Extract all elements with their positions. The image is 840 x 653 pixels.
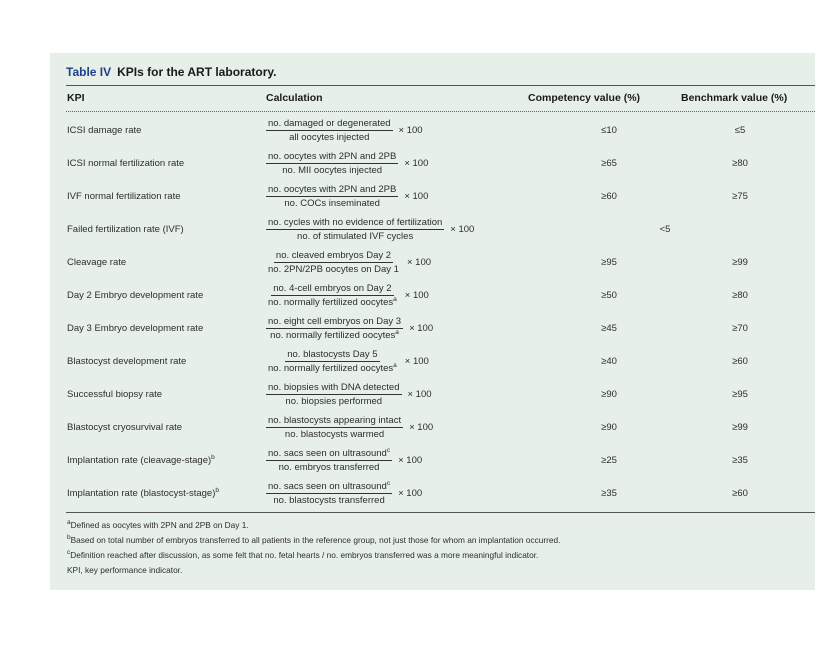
multiplier: × 100: [404, 290, 429, 301]
fraction-numerator: [266, 415, 403, 428]
calculation-cell: [266, 246, 431, 279]
fraction-numerator: [266, 481, 392, 494]
fraction-numerator: [285, 349, 379, 362]
multiplier: × 100: [407, 389, 432, 400]
fraction-denominator: [283, 428, 386, 440]
footnote: [67, 550, 538, 560]
denominator-footnote-mark: a: [393, 295, 397, 303]
fraction-denominator: [266, 263, 401, 275]
denominator-text: no. blastocysts warmed: [284, 429, 385, 440]
footnote-mark: b: [67, 534, 71, 542]
table-row: [50, 477, 815, 510]
fraction-denominator: [287, 131, 371, 143]
multiplier: × 100: [450, 224, 475, 235]
multiplier: × 100: [404, 356, 429, 367]
fraction: [266, 151, 398, 176]
fraction-denominator: [271, 494, 386, 506]
kpi-cell: [67, 323, 203, 334]
footnote: [67, 535, 560, 545]
kpi-label: ICSI normal fertilization rate: [67, 158, 185, 169]
competency-value: ≥90: [601, 389, 617, 400]
fraction-denominator: [282, 197, 382, 209]
kpi-footnote-mark: b: [211, 453, 215, 461]
benchmark-value: ≥75: [732, 191, 748, 202]
table-row: [50, 279, 815, 312]
multiplier: × 100: [409, 422, 434, 433]
footnote: [67, 565, 182, 575]
kpi-cell: [67, 224, 184, 235]
fraction: [266, 448, 392, 473]
multiplier: × 100: [404, 158, 429, 169]
fraction: [266, 382, 402, 407]
fraction-denominator: [266, 296, 399, 308]
denominator-text: no. normally fertilized oocytes: [270, 330, 396, 341]
kpi-cell: [67, 191, 181, 202]
fraction-denominator: [266, 362, 399, 374]
kpi-cell: [67, 488, 219, 499]
table-panel: [50, 53, 815, 590]
kpi-footnote-mark: b: [215, 486, 219, 494]
calculation-cell: [266, 345, 429, 378]
calculation-cell: [266, 147, 428, 180]
fraction-numerator: [266, 217, 444, 230]
fraction-numerator: [266, 382, 402, 395]
fraction-denominator: [283, 395, 384, 407]
header-kpi: KPI: [67, 92, 85, 104]
table-row: [50, 114, 815, 147]
competency-value: ≥90: [601, 422, 617, 433]
denominator-text: no. of stimulated IVF cycles: [297, 231, 414, 242]
fraction: [266, 481, 392, 506]
kpi-cell: [67, 422, 182, 433]
kpi-label: ICSI damage rate: [67, 125, 142, 136]
kpi-label: Cleavage rate: [67, 257, 127, 268]
denominator-text: no. blastocysts transferred: [273, 495, 385, 506]
numerator-text: no. blastocysts Day 5: [287, 349, 378, 360]
competency-value: ≥65: [601, 158, 617, 169]
footnote-text: KPI, key performance indicator.: [67, 565, 183, 575]
bottom-rule: [66, 512, 815, 513]
denominator-text: no. biopsies performed: [285, 396, 383, 407]
fraction-numerator: [271, 283, 393, 296]
denominator-text: no. normally fertilized oocytes: [268, 363, 394, 374]
multiplier: × 100: [398, 488, 423, 499]
footnote-text: Defined as oocytes with 2PN and 2PB on Day 1.: [70, 520, 249, 530]
benchmark-value: ≥99: [732, 422, 748, 433]
competency-value: ≤10: [601, 125, 617, 136]
multiplier: × 100: [406, 257, 432, 268]
benchmark-value: ≥60: [732, 356, 748, 367]
denominator-text: no. normally fertilized oocytes: [268, 297, 394, 308]
fraction: [266, 250, 401, 275]
kpi-label: Implantation rate (cleavage-stage): [67, 455, 212, 466]
competency-value: ≥35: [601, 488, 617, 499]
kpi-cell: [67, 158, 184, 169]
calculation-cell: [266, 378, 432, 411]
calculation-cell: [266, 444, 422, 477]
numerator-text: no. cycles with no evidence of fertilization: [268, 217, 443, 228]
calculation-cell: [266, 312, 433, 345]
competency-value: ≥45: [601, 323, 617, 334]
table-row: [50, 312, 815, 345]
kpi-cell: [67, 356, 186, 367]
kpi-label: Successful biopsy rate: [67, 389, 163, 400]
calculation-cell: [266, 411, 433, 444]
benchmark-value: ≥80: [732, 158, 748, 169]
fraction-numerator: [266, 448, 392, 461]
numerator-text: no. blastocysts appearing intact: [268, 415, 402, 426]
fraction: [266, 217, 444, 242]
kpi-label: Day 2 Embryo development rate: [67, 290, 204, 301]
kpi-cell: [67, 389, 162, 400]
numerator-text: no. 4-cell embryos on Day 2: [273, 283, 392, 294]
competency-value: ≥40: [601, 356, 617, 367]
header-calculation: Calculation: [266, 92, 323, 104]
fraction: [266, 118, 393, 143]
footnote-mark: a: [67, 519, 71, 527]
numerator-text: no. oocytes with 2PN and 2PB: [268, 151, 397, 162]
table-row: [50, 345, 815, 378]
footnote: [67, 520, 249, 530]
competency-value: ≥50: [601, 290, 617, 301]
numerator-text: no. biopsies with DNA detected: [268, 382, 400, 393]
calculation-cell: [266, 279, 429, 312]
kpi-label: IVF normal fertilization rate: [67, 191, 181, 202]
calculation-cell: [266, 180, 428, 213]
fraction: [266, 283, 399, 308]
table-number: Table IV: [66, 65, 112, 79]
denominator-text: no. 2PN/2PB oocytes on Day 1: [268, 264, 399, 275]
benchmark-value: ≤5: [734, 125, 746, 136]
denominator-text: all oocytes injected: [289, 132, 370, 143]
table-row: [50, 444, 815, 477]
top-rule: [66, 85, 815, 86]
kpi-label: Blastocyst cryosurvival rate: [67, 422, 183, 433]
numerator-text: no. oocytes with 2PN and 2PB: [268, 184, 397, 195]
kpi-cell: [67, 455, 215, 466]
calculation-cell: [266, 114, 423, 147]
numerator-text: no. sacs seen on ultrasound: [268, 448, 387, 459]
competency-value: ≥60: [601, 191, 617, 202]
benchmark-value: ≥35: [732, 455, 748, 466]
kpi-label: Day 3 Embryo development rate: [67, 323, 204, 334]
benchmark-value: ≥95: [732, 389, 748, 400]
fraction-denominator: [295, 230, 415, 242]
kpi-cell: [67, 290, 203, 301]
kpi-cell: [67, 257, 126, 268]
header-competency: Competency value (%): [528, 92, 641, 104]
table-row: [50, 147, 815, 180]
fraction-numerator: [274, 250, 393, 263]
fraction-numerator: [266, 151, 398, 164]
multiplier: × 100: [409, 323, 434, 334]
table-row: [50, 213, 815, 246]
table-title: KPIs for the ART laboratory.: [117, 65, 277, 79]
denominator-footnote-mark: a: [395, 328, 399, 336]
multiplier: × 100: [398, 455, 423, 466]
denominator-text: no. MII oocytes injected: [282, 165, 383, 176]
table-row: [50, 180, 815, 213]
calculation-cell: [266, 213, 474, 246]
table-caption: [66, 65, 276, 79]
numerator-text: no. cleaved embryos Day 2: [275, 250, 392, 261]
table-row: [50, 411, 815, 444]
fraction-numerator: [266, 316, 403, 329]
kpi-label: Failed fertilization rate (IVF): [67, 224, 184, 235]
header-benchmark: Benchmark value (%): [681, 92, 788, 104]
denominator-text: no. COCs inseminated: [284, 198, 380, 209]
benchmark-value: ≥80: [732, 290, 748, 301]
benchmark-value: ≥60: [732, 488, 748, 499]
fraction: [266, 316, 403, 341]
calculation-cell: [266, 477, 422, 510]
footnote-text: Definition reached after discussion, as some felt that no. fetal hearts / no. embryos transferred was a more meaningful indicator.: [70, 550, 539, 560]
numerator-footnote-mark: c: [386, 446, 391, 454]
numerator-text: no. sacs seen on ultrasound: [268, 481, 387, 492]
denominator-footnote-mark: a: [393, 361, 397, 369]
multiplier: × 100: [404, 191, 429, 202]
footnote-mark: c: [67, 549, 71, 557]
competency-value: ≥25: [601, 455, 617, 466]
fraction-denominator: [280, 164, 384, 176]
benchmark-value: ≥70: [732, 323, 748, 334]
kpi-label: Blastocyst development rate: [67, 356, 187, 367]
numerator-text: no. damaged or degenerated: [268, 118, 391, 129]
fraction: [266, 415, 403, 440]
kpi-cell: [67, 125, 141, 136]
fraction-numerator: [266, 184, 398, 197]
competency-value: <5: [659, 224, 671, 235]
fraction: [266, 349, 399, 374]
benchmark-value: ≥99: [732, 257, 748, 268]
kpi-label: Implantation rate (blastocyst-stage): [67, 488, 216, 499]
fraction: [266, 184, 398, 209]
header-rule: [66, 111, 815, 112]
fraction-denominator: [277, 461, 382, 473]
numerator-footnote-mark: c: [386, 479, 391, 487]
fraction-denominator: [268, 329, 401, 341]
denominator-text: no. embryos transferred: [278, 462, 380, 473]
table-row: [50, 246, 815, 279]
fraction-numerator: [266, 118, 393, 131]
multiplier: × 100: [398, 125, 423, 136]
numerator-text: no. eight cell embryos on Day 3: [268, 316, 402, 327]
footnote-text: Based on total number of embryos transferred to all patients in the reference group, not just those for whom an implantation occurred.: [70, 535, 561, 545]
competency-value: ≥95: [601, 257, 617, 268]
table-row: [50, 378, 815, 411]
